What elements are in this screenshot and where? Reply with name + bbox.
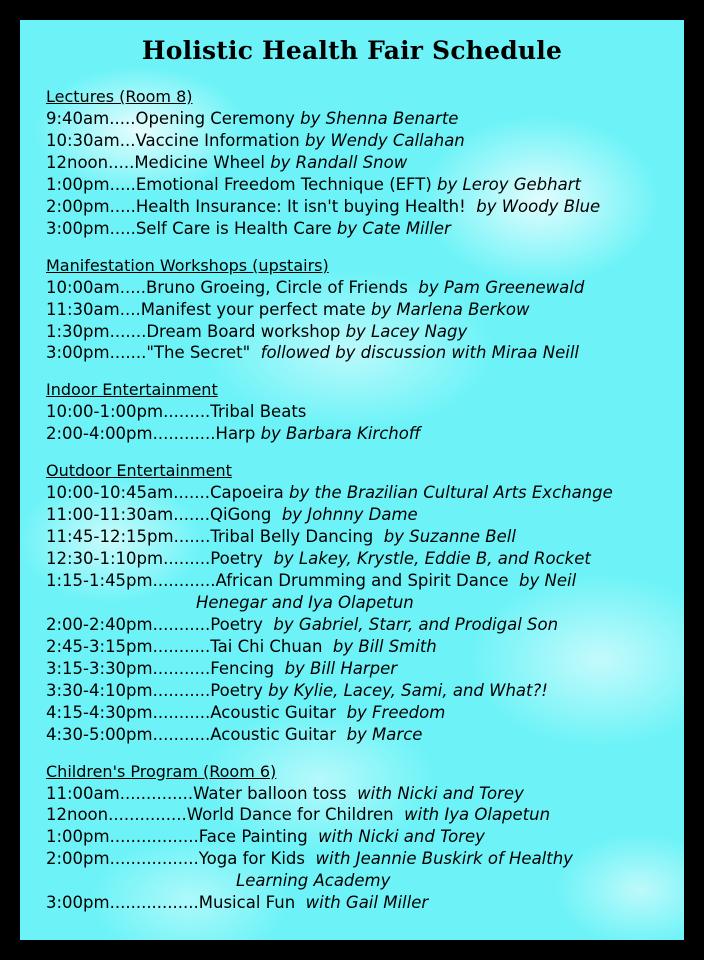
schedule-section bbox=[46, 256, 662, 365]
entry-time-title: 3:00pm.....Self Care is Health Care bbox=[46, 218, 337, 238]
schedule-entry bbox=[46, 636, 662, 658]
entry-presenter: by Gabriel, Starr, and Prodigal Son bbox=[273, 614, 559, 634]
entry-presenter: with Nicki and Torey bbox=[357, 783, 524, 803]
schedule-entry bbox=[46, 152, 662, 174]
section-heading: Outdoor Entertainment bbox=[46, 461, 232, 481]
entry-presenter: by Wendy Callahan bbox=[304, 130, 465, 150]
entry-presenter: by the Brazilian Cultural Arts Exchange bbox=[289, 483, 613, 503]
entry-presenter: by Cate Miller bbox=[336, 218, 451, 238]
entry-time-title: 4:30-5:00pm...........Acoustic Guitar bbox=[46, 724, 347, 744]
schedule-entry bbox=[46, 504, 662, 526]
entry-time-title: 1:30pm.......Dream Board workshop bbox=[46, 321, 346, 341]
entry-time-title: 1:15-1:45pm............African Drumming and Spirit Dance bbox=[46, 571, 520, 590]
schedule-entry bbox=[46, 804, 662, 826]
entry-time-title: 10:30am...Vaccine Information bbox=[46, 130, 305, 150]
entry-presenter: by Marlena Berkow bbox=[370, 299, 530, 319]
schedule-entry bbox=[46, 848, 662, 870]
entry-presenter-continuation: Learning Academy bbox=[236, 871, 391, 891]
entry-time-title: 11:30am....Manifest your perfect mate bbox=[46, 299, 371, 319]
entry-presenter: by Lacey Nagy bbox=[345, 321, 468, 341]
schedule-section bbox=[46, 762, 662, 915]
schedule-entry bbox=[46, 342, 662, 364]
schedule-entry bbox=[46, 218, 662, 240]
entry-presenter: by Suzanne Bell bbox=[383, 527, 516, 547]
entry-time-title: 2:00-4:00pm............Harp bbox=[46, 424, 261, 444]
schedule-entry bbox=[46, 658, 662, 680]
entry-presenter: by Neil bbox=[519, 571, 577, 590]
entry-presenter: by Bill Smith bbox=[332, 636, 437, 656]
entry-presenter: by Woody Blue bbox=[476, 196, 601, 216]
schedule-entry bbox=[46, 548, 662, 570]
section-heading: Indoor Entertainment bbox=[46, 380, 218, 400]
schedule-section bbox=[46, 87, 662, 240]
section-heading: Manifestation Workshops (upstairs) bbox=[46, 255, 329, 275]
entry-time-title: 10:00-1:00pm.........Tribal Beats bbox=[46, 402, 307, 422]
entry-presenter: by Freedom bbox=[346, 702, 446, 722]
entry-time-title: 3:00pm......."The Secret" bbox=[46, 343, 261, 363]
entry-presenter: by Shenna Benarte bbox=[300, 109, 459, 128]
entry-presenter: by Barbara Kirchoff bbox=[260, 424, 421, 444]
schedule-entry bbox=[46, 614, 662, 636]
schedule-entry bbox=[46, 196, 662, 218]
schedule-section bbox=[46, 461, 662, 745]
schedule-entry bbox=[46, 724, 662, 746]
entry-time-title: 10:00am.....Bruno Groeing, Circle of Friends bbox=[46, 277, 419, 297]
schedule-section bbox=[46, 380, 662, 445]
schedule-entry bbox=[46, 526, 662, 548]
entry-time-title: 12noon...............World Dance for Children bbox=[46, 805, 405, 825]
entry-time-title: 11:00am..............Water balloon toss bbox=[46, 783, 358, 803]
schedule-entry bbox=[46, 401, 662, 423]
entry-presenter-continuation: Henegar and Iya Olapetun bbox=[196, 592, 414, 612]
schedule-content bbox=[20, 87, 684, 914]
schedule-entry bbox=[46, 482, 662, 504]
schedule-entry bbox=[46, 826, 662, 848]
entry-presenter: by Lakey, Krystle, Eddie B, and Rocket bbox=[273, 549, 591, 569]
entry-time-title: 1:00pm.................Face Painting bbox=[46, 827, 319, 847]
entry-time-title: 3:30-4:10pm...........Poetry bbox=[46, 680, 269, 700]
page-title: Holistic Health Fair Schedule bbox=[141, 36, 563, 65]
poster-page bbox=[18, 18, 686, 942]
entry-time-title: 12:30-1:10pm.........Poetry bbox=[46, 549, 274, 569]
entry-time-title: 3:00pm.................Musical Fun bbox=[46, 893, 306, 913]
section-heading: Lectures (Room 8) bbox=[46, 87, 193, 106]
entry-presenter: by Marce bbox=[346, 724, 423, 744]
entry-time-title: 11:45-12:15pm.......Tribal Belly Dancing bbox=[46, 527, 384, 547]
entry-time-title: 1:00pm.....Emotional Freedom Technique (EFT) bbox=[46, 174, 438, 194]
entry-time-title: 2:00-2:40pm...........Poetry bbox=[46, 614, 274, 634]
entry-presenter: with Iya Olapetun bbox=[404, 805, 551, 825]
entry-time-title: 4:15-4:30pm...........Acoustic Guitar bbox=[46, 702, 347, 722]
entry-presenter: by Randall Snow bbox=[270, 152, 408, 172]
entry-presenter: with Jeannie Buskirk of Healthy bbox=[315, 849, 573, 869]
entry-presenter: by Leroy Gebhart bbox=[437, 174, 581, 194]
schedule-entry bbox=[46, 702, 662, 724]
schedule-entry bbox=[46, 892, 662, 914]
schedule-entry bbox=[46, 174, 662, 196]
entry-presenter: by Kylie, Lacey, Sami, and What?! bbox=[268, 680, 548, 700]
entry-presenter: with Nicki and Torey bbox=[318, 827, 485, 847]
schedule-entry bbox=[46, 783, 662, 805]
entry-time-title: 3:15-3:30pm...........Fencing bbox=[46, 658, 285, 678]
schedule-entry bbox=[46, 108, 662, 130]
entry-time-title: 11:00-11:30am.......QiGong bbox=[46, 505, 282, 525]
entry-presenter: by Johnny Dame bbox=[281, 505, 418, 525]
entry-time-title: 10:00-10:45am.......Capoeira bbox=[46, 483, 290, 503]
schedule-entry bbox=[46, 130, 662, 152]
entry-time-title: 2:00pm.................Yoga for Kids bbox=[46, 849, 316, 869]
schedule-entry bbox=[46, 570, 662, 592]
schedule-entry bbox=[46, 321, 662, 343]
entry-presenter: by Pam Greenewald bbox=[418, 277, 585, 297]
entry-presenter: by Bill Harper bbox=[284, 658, 398, 678]
entry-presenter: followed by discussion with Miraa Neill bbox=[260, 343, 579, 363]
schedule-entry bbox=[46, 299, 662, 321]
entry-time-title: 12noon.....Medicine Wheel bbox=[46, 152, 271, 172]
entry-time-title: 2:00pm.....Health Insurance: It isn't buying Health! bbox=[46, 196, 477, 216]
schedule-entry bbox=[46, 277, 662, 299]
section-heading: Children's Program (Room 6) bbox=[46, 761, 277, 781]
entry-time-title: 9:40am.....Opening Ceremony bbox=[46, 109, 301, 128]
schedule-entry bbox=[46, 680, 662, 702]
schedule-entry bbox=[46, 423, 662, 445]
entry-presenter: with Gail Miller bbox=[305, 893, 429, 913]
entry-time-title: 2:45-3:15pm...........Tai Chi Chuan bbox=[46, 636, 333, 656]
